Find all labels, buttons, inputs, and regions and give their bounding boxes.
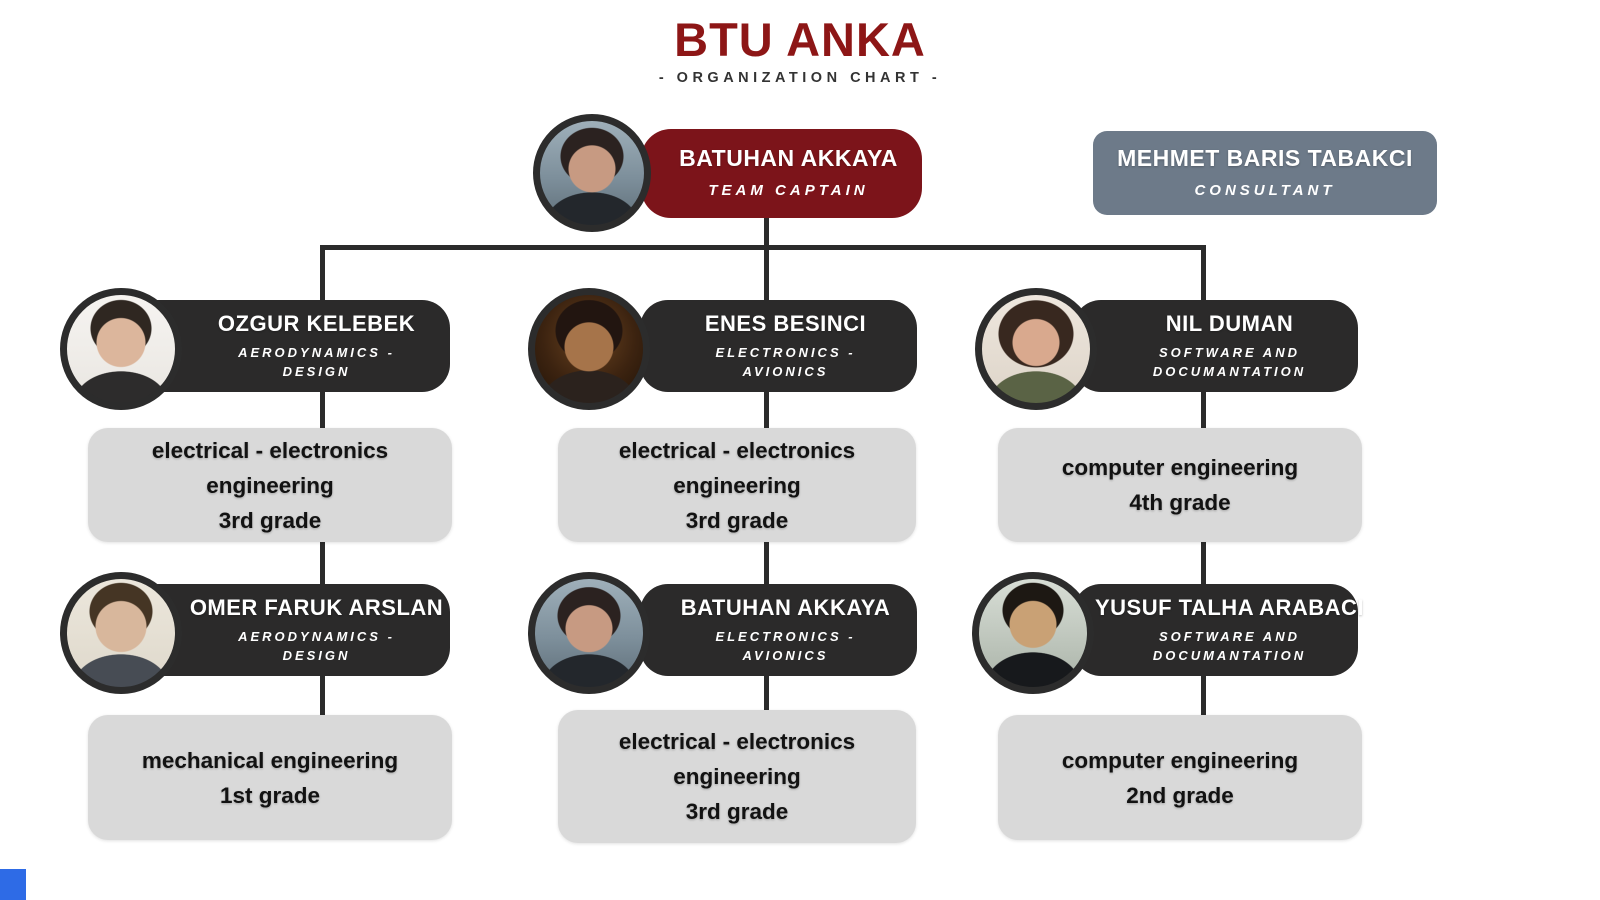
info-line: mechanical engineering xyxy=(141,747,399,773)
lead-photo-col1 xyxy=(528,288,650,410)
lead-name-col1: ENES BESINCI xyxy=(704,310,867,336)
member-photo-col2 xyxy=(972,572,1094,694)
info-line: 1st grade xyxy=(219,782,321,808)
member-role-line1-col1: ELECTRONICS - xyxy=(715,628,856,644)
info-line: engineering xyxy=(206,472,334,498)
member-card-col1 xyxy=(640,584,917,676)
info-line: 4th grade xyxy=(1129,490,1231,515)
lead-role-line1-col0: AERODYNAMICS - xyxy=(238,344,395,360)
member-role-col1 xyxy=(715,628,855,666)
lead-role-line1-col2: SOFTWARE AND xyxy=(1159,344,1300,360)
info-line: electrical - electronics xyxy=(618,437,856,463)
member-info-box-col0 xyxy=(88,715,452,840)
member-name-col0: OMER FARUK ARSLAN xyxy=(189,594,444,620)
info-line: electrical - electronics xyxy=(151,437,389,463)
lead-info-box-col2 xyxy=(998,428,1362,542)
lead-name-col2: NIL DUMAN xyxy=(1165,310,1294,336)
member-role-line2-col2: DOCUMANTATION xyxy=(1152,647,1307,663)
member-name-col1: BATUHAN AKKAYA xyxy=(680,594,891,620)
info-line: engineering xyxy=(673,472,801,498)
info-line: 2nd grade xyxy=(1126,782,1234,808)
info-line: 3rd grade xyxy=(685,799,789,824)
lead-photo-col2 xyxy=(975,288,1097,410)
consultant-card xyxy=(1093,131,1437,215)
captain-card xyxy=(641,129,922,218)
info-line: engineering xyxy=(673,764,801,789)
lead-role-line2-col2: DOCUMANTATION xyxy=(1152,363,1307,379)
consultant-name: MEHMET BARIS TABAKCI xyxy=(1117,144,1413,171)
lead-name-col0: OZGUR KELEBEK xyxy=(217,310,416,336)
lead-card-col2 xyxy=(1073,300,1358,392)
connector-captain-drop xyxy=(764,214,769,248)
info-line: 3rd grade xyxy=(685,507,789,533)
member-role-line1-col2: SOFTWARE AND xyxy=(1159,628,1300,644)
info-line: computer engineering xyxy=(1061,747,1299,773)
corner-blue-element xyxy=(0,869,26,900)
page-title: BTU ANKA xyxy=(674,13,926,66)
captain-photo xyxy=(533,114,651,232)
lead-photo-col0 xyxy=(60,288,182,410)
member-name-col2: YUSUF TALHA ARABACI xyxy=(1095,594,1364,620)
lead-info-box-col1 xyxy=(558,428,916,542)
member-photo-col0 xyxy=(60,572,182,694)
page-subtitle: - ORGANIZATION CHART - xyxy=(658,70,942,86)
lead-card-col1 xyxy=(640,300,917,392)
lead-role-line2-col0: DESIGN xyxy=(282,363,351,379)
captain-role: TEAM CAPTAIN xyxy=(708,182,869,200)
lead-role-col1 xyxy=(715,344,855,382)
member-role-col0 xyxy=(238,628,395,666)
info-line: 3rd grade xyxy=(218,507,322,533)
member-role-line1-col0: AERODYNAMICS - xyxy=(238,628,395,644)
lead-role-line1-col1: ELECTRONICS - xyxy=(715,344,856,360)
lead-role-col0 xyxy=(238,344,395,382)
info-line: computer engineering xyxy=(1061,455,1299,480)
member-photo-col1 xyxy=(528,572,650,694)
member-card-col2 xyxy=(1073,584,1364,676)
captain-name: BATUHAN AKKAYA xyxy=(679,145,898,172)
lead-role-col2 xyxy=(1153,344,1306,382)
lead-role-line2-col1: AVIONICS xyxy=(742,363,829,379)
connector-horizontal xyxy=(320,245,1206,250)
member-role-col2 xyxy=(1153,628,1306,666)
lead-info-box-col0 xyxy=(88,428,452,542)
member-role-line2-col0: DESIGN xyxy=(282,647,351,663)
info-line: electrical - electronics xyxy=(618,729,856,754)
member-info-box-col1 xyxy=(558,710,916,843)
member-info-box-col2 xyxy=(998,715,1362,840)
consultant-role: CONSULTANT xyxy=(1194,181,1336,199)
member-role-line2-col1: AVIONICS xyxy=(742,647,829,663)
